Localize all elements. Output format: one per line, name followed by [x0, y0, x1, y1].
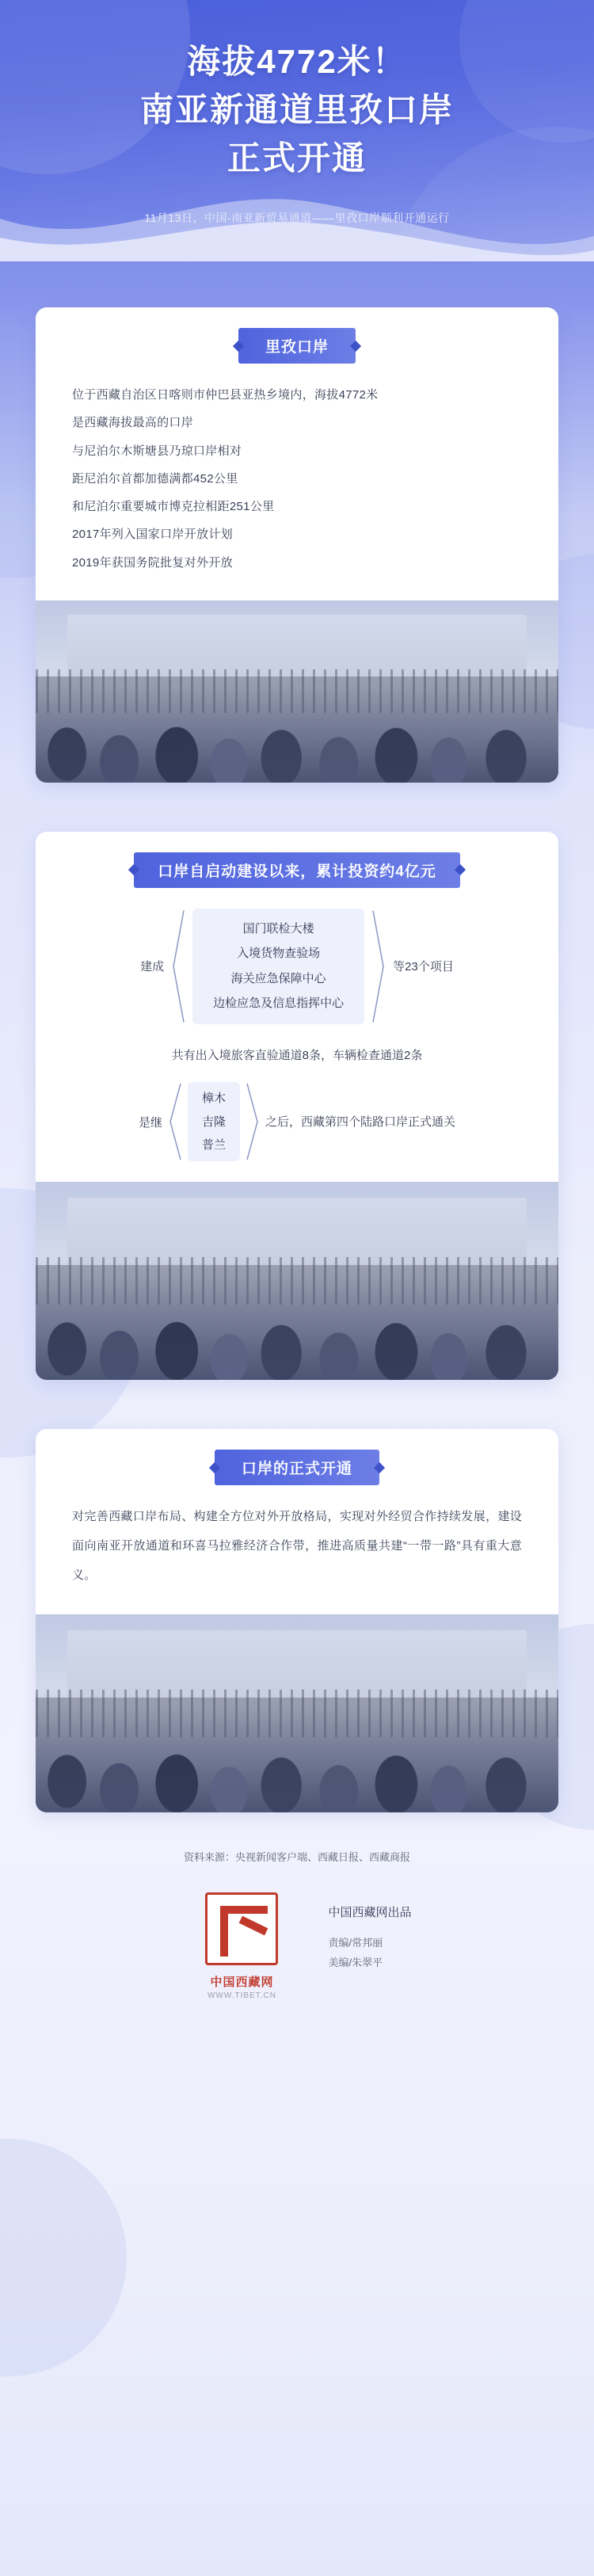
section1-line-3: 与尼泊尔木斯塘县乃琼口岸相对 — [72, 444, 242, 458]
brand-url: WWW.TIBET.CN — [207, 1991, 276, 2000]
left-brace-icon-small — [169, 1082, 181, 1161]
project-item-2: 入境货物查验场 — [237, 947, 321, 961]
section2-left-label: 建成 — [140, 960, 165, 974]
port-item-2: 吉隆 — [201, 1115, 226, 1129]
section2-projects-diagram — [36, 888, 558, 1027]
section1-line-7: 2019年获国务院批复对外开放 — [72, 555, 233, 570]
card-opening-significance — [36, 1429, 558, 1812]
right-brace-icon-small — [246, 1082, 259, 1161]
credit-editor: 责编/常邦丽 — [328, 1936, 383, 1949]
right-brace-icon — [372, 909, 385, 1024]
project-item-3: 海关应急保障中心 — [230, 971, 326, 985]
section1-line-2: 是西藏海拔最高的口岸 — [72, 416, 194, 430]
project-item-4: 边检应急及信息指挥中心 — [213, 996, 345, 1011]
background-blob — [0, 2139, 127, 2376]
section2-badge: 口岸自启动建设以来，累计投资约4亿元 — [134, 852, 460, 888]
section3-body — [36, 1485, 558, 1614]
section1-photo — [36, 600, 558, 783]
section1-line-5: 和尼泊尔重要城市博克拉相距251公里 — [72, 500, 275, 513]
card-construction — [36, 832, 558, 1381]
section1-line-4: 距尼泊尔首都加德满都452公里 — [72, 471, 238, 486]
card-port-intro — [36, 307, 558, 783]
section1-badge: 里孜口岸 — [238, 328, 356, 364]
source-note: 资料来源：央视新闻客户端、西藏日报、西藏商报 — [183, 1850, 410, 1863]
section2-right-label: 等23个项目 — [393, 960, 454, 974]
hero-title-line-3: 正式开通 — [227, 139, 367, 177]
tibet-logo-icon — [205, 1892, 278, 1965]
brand-name: 中国西藏网 — [210, 1975, 274, 1989]
section2-photo — [36, 1182, 558, 1380]
left-brace-icon — [172, 909, 185, 1024]
section2-port-list — [188, 1082, 240, 1161]
hero-subtitle: 11月13日，中国-南亚新贸易通道——里孜口岸顺利开通运行 — [144, 211, 450, 224]
section3-paragraph: 对完善西藏口岸布局、构建全方位对外开放格局，实现对外经贸合作持续发展，建设面向南亚开放通道和环喜马拉雅经济合作带，推进高质量共建“一带一路”具有重大意义。 — [72, 1510, 522, 1582]
section2-project-list — [192, 909, 364, 1024]
project-item-1: 国门联检大楼 — [242, 921, 314, 936]
credit-designer: 美编/朱翠平 — [328, 1956, 383, 1968]
brand-block — [182, 1892, 301, 2000]
section1-body — [36, 364, 558, 600]
hero-title-line-1: 海拔4772米！ — [187, 43, 407, 80]
section3-badge: 口岸的正式开通 — [215, 1450, 379, 1485]
footer — [0, 1892, 594, 2043]
credit-producer: 中国西藏网出品 — [328, 1905, 412, 1919]
section2-ports-diagram — [36, 1068, 558, 1182]
section1-line-6: 2017年列入国家口岸开放计划 — [72, 528, 233, 542]
section2-channels-note: 共有出入境旅客直验通道8条，车辆检查通道2条 — [171, 1048, 423, 1062]
section3-photo — [36, 1614, 558, 1812]
port-item-1: 樟木 — [201, 1092, 226, 1106]
credits-block — [328, 1892, 411, 1973]
hero-banner — [0, 0, 594, 261]
port-item-3: 普兰 — [201, 1137, 226, 1152]
section2-succeed-label: 是继 — [138, 1115, 162, 1130]
section2-tail-text: 之后，西藏第四个陆路口岸正式通关 — [265, 1115, 456, 1129]
section1-line-1: 位于西藏自治区日喀则市仲巴县亚热乡境内，海拔4772米 — [72, 388, 379, 402]
hero-title-line-2: 南亚新通道里孜口岸 — [139, 90, 454, 128]
